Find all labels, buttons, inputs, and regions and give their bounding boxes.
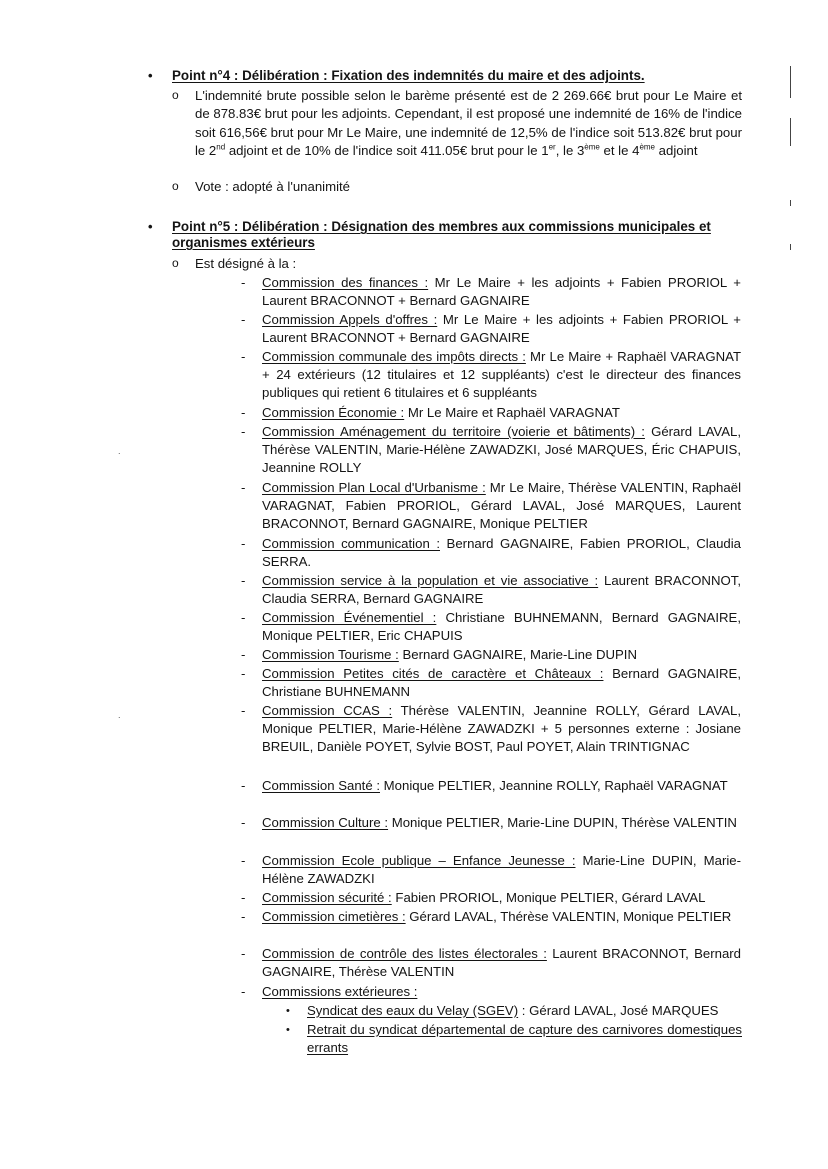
superscript: er [548,142,556,152]
external-members: : Gérard LAVAL, José MARQUES [518,1003,719,1018]
commission-members: Bernard GAGNAIRE, Christiane BUHNEMANN [262,666,741,700]
commission-members: Christiane BUHNEMANN, Bernard GAGNAIRE, Monique PELTIER, Eric CHAPUIS [262,610,741,644]
bullet-icon: • [286,1005,290,1017]
commission-item: - Commission service à la population et vie associative : Laurent BRACONNOT, Claudia SERRA, Bernard GAGNAIRE [241,573,741,607]
vote-text: Vote : adopté à l'unanimité [195,179,351,194]
commission-item: - Commission Appels d'offres : Mr Le Maire + les adjoints + Fabien PRORIOL + Laurent BRACONNOT + Bernard GAGNAIRE [241,312,742,346]
commission-item: - Commission communication : Bernard GAGNAIRE, Fabien PRORIOL, Claudia SERRA. [241,536,741,570]
commission-item: - Commission Santé : Monique PELTIER, Jeannine ROLLY, Raphaël VARAGNAT [241,778,728,793]
commission-members: Monique PELTIER, Jeannine ROLLY, Raphaël VARAGNAT [380,778,728,793]
commission-name: Commission Événementiel : [262,610,437,625]
commission-item: - Commission de contrôle des listes électorales : Laurent BRACONNOT, Bernard GAGNAIRE, Thérèse VALENTIN [241,946,741,980]
commission-members: Fabien PRORIOL, Monique PELTIER, Gérard LAVAL [391,890,706,905]
commission-item: - Commission Culture : Monique PELTIER, Marie-Line DUPIN, Thérèse VALENTIN [241,815,737,830]
scan-dots: . [118,446,122,456]
point5-heading-text: Point n°5 : Délibération : Désignation des membres aux commissions municipales et organismes extérieurs [172,219,711,250]
commission-members: Mr Le Maire + les adjoints + Fabien PRORIOL + Laurent BRACONNOT + Bernard GAGNAIRE [262,312,742,346]
commission-item: - Commission des finances : Mr Le Maire + les adjoints + Fabien PRORIOL + Laurent BRACONNOT + Bernard GAGNAIRE [241,275,741,309]
point4-body-part: adjoint [655,142,698,158]
commission-members: Thérèse VALENTIN, Jeannine ROLLY, Gérard LAVAL, Monique PELTIER, Marie-Hélène ZAWADZKI + 5 personnes externe : Josiane BREUIL, Danièle POYET, Sylvie BOST, Paul POYET, Alain TRINTIGNAC [262,703,741,755]
commission-name: Commission sécurité : [262,890,392,905]
commission-name: Commission Santé : [262,778,380,793]
commission-name: Commission service à la population et vie associative : [262,573,599,588]
point4-heading [148,68,746,84]
commission-item: - Commission Plan Local d'Urbanisme : Mr Le Maire, Thérèse VALENTIN, Raphaël VARAGNAT, Fabien PRORIOL, Gérard LAVAL, José MARQUES, Laurent BRACONNOT, Bernard GAGNAIRE, Monique PELTIER [241,480,741,532]
scan-dots: . [118,710,122,720]
intro-text: Est désigné à la : [195,256,297,271]
point5-heading [148,219,746,251]
commission-members: Bernard GAGNAIRE, Fabien PRORIOL, Claudia SERRA. [262,536,741,570]
commission-item: - Commission sécurité : Fabien PRORIOL, Monique PELTIER, Gérard LAVAL [241,890,706,905]
point4-body-part: et le 4 [599,142,640,158]
point5-intro [172,255,742,273]
superscript: ème [639,142,655,152]
circle-bullet-icon: o [172,256,179,270]
point4-body [172,87,742,160]
bullet-icon: • [286,1024,290,1036]
bullet-icon: • [148,219,153,234]
commission-item: - Commission Petites cités de caractère et Châteaux : Bernard GAGNAIRE, Christiane BUHNEMANN [241,666,741,700]
commission-item: - Commissions extérieures : [241,984,418,999]
external-item [286,1021,742,1057]
commission-name: Commission CCAS : [262,703,393,718]
commission-item: - Commission Aménagement du territoire (voierie et bâtiments) : Gérard LAVAL, Thérèse VALENTIN, Marie-Hélène ZAWADZKI, José MARQUES, Éric CHAPUIS, Jeannine ROLLY [241,424,742,476]
commission-item: - Commission Tourisme : Bernard GAGNAIRE, Marie-Line DUPIN [241,647,637,662]
commission-item: - Commission CCAS : Thérèse VALENTIN, Jeannine ROLLY, Gérard LAVAL, Monique PELTIER, Marie-Hélène ZAWADZKI + 5 personnes externe : Josiane BREUIL, Danièle POYET, Sylvie BOST, Paul POYET, Alain TRINTIGNAC [241,703,741,755]
point4-heading-text: Point n°4 : Délibération : Fixation des indemnités du maire et des adjoints. [172,68,645,83]
commission-item: - Commission Économie : Mr Le Maire et Raphaël VARAGNAT [241,405,620,420]
scan-margin-mark [790,200,791,206]
superscript: nd [216,142,226,152]
scan-margin-mark [790,66,791,98]
commission-item: - Commission communale des impôts directs : Mr Le Maire + Raphaël VARAGNAT + 24 extérieurs (12 titulaires et 12 suppléants) c'est le directeur des finances publiques qui retient 6 titulaires et 6 suppléants [241,349,741,401]
bullet-icon: • [148,68,153,83]
commission-name: Commissions extérieures : [262,984,418,999]
scan-margin-mark [790,118,791,146]
commission-members: Gérard LAVAL, Thérèse VALENTIN, Marie-Hélène ZAWADZKI, José MARQUES, Éric CHAPUIS, Jeannine ROLLY [262,424,742,476]
external-name: Retrait du syndicat départemental de capture des carnivores domestiques errants [307,1022,742,1056]
scan-margin-mark [790,244,791,250]
commission-members: Mr Le Maire, Thérèse VALENTIN, Raphaël VARAGNAT, Fabien PRORIOL, Gérard LAVAL, José MARQUES, Laurent BRACONNOT, Bernard GAGNAIRE, Monique PELTIER [262,480,741,532]
point4-vote [172,178,742,196]
point4-body-part: , le 3 [555,142,585,158]
external-name: Syndicat des eaux du Velay (SGEV) [307,1003,519,1018]
commission-item: - Commission cimetières : Gérard LAVAL, Thérèse VALENTIN, Monique PELTIER [241,909,732,924]
commission-name: Commission des finances : [262,275,429,290]
commission-members: Bernard GAGNAIRE, Marie-Line DUPIN [398,647,637,662]
commission-name: Commission communale des impôts directs : [262,349,526,364]
circle-bullet-icon: o [172,88,179,102]
commission-name: Commission Aménagement du territoire (voierie et bâtiments) : [262,424,645,439]
commission-name: Commission Appels d'offres : [262,312,438,327]
point4-body-part: L'indemnité brute possible selon le barème présenté est de 2 269.66€ brut pour Le Maire et de 878.83€ brut pour les adjoints. Cependant, il est proposé une indemnité de 16% de l'indice soit 616,56€ brut pour Mr Le Maire, une indemnité de 12,5% de l'indice soit 513.82€ brut pour le 2 [195,88,742,158]
commission-members: Mr Le Maire et Raphaël VARAGNAT [404,405,620,420]
commission-members: Marie-Line DUPIN, Marie-Hélène ZAWADZKI [262,853,741,887]
commission-name: Commission Petites cités de caractère et Châteaux : [262,666,604,681]
commission-item: - Commission Ecole publique – Enfance Jeunesse : Marie-Line DUPIN, Marie-Hélène ZAWADZKI [241,853,741,887]
commission-name: Commission Ecole publique – Enfance Jeunesse : [262,853,576,868]
commission-members: Gérard LAVAL, Thérèse VALENTIN, Monique PELTIER [405,909,732,924]
commission-name: Commission cimetières : [262,909,406,924]
commission-name: Commission Plan Local d'Urbanisme : [262,480,486,495]
commission-name: Commission Économie : [262,405,405,420]
commission-name: Commission Culture : [262,815,389,830]
commission-name: Commission de contrôle des listes électorales : [262,946,547,961]
commission-members: Monique PELTIER, Marie-Line DUPIN, Thérèse VALENTIN [388,815,737,830]
commission-members: Mr Le Maire + les adjoints + Fabien PRORIOL + Laurent BRACONNOT + Bernard GAGNAIRE [262,275,741,309]
superscript: ème [584,142,600,152]
commission-members: Laurent BRACONNOT, Bernard GAGNAIRE, Thérèse VALENTIN [262,946,741,980]
commission-members: Laurent BRACONNOT, Claudia SERRA, Bernard GAGNAIRE [262,573,741,607]
point4-body-part: adjoint et de 10% de l'indice soit 411.05€ brut pour le 1 [225,142,549,158]
external-item [286,1002,742,1020]
commission-name: Commission communication : [262,536,440,551]
commission-name: Commission Tourisme : [262,647,399,662]
circle-bullet-icon: o [172,179,179,193]
commission-item: - Commission Événementiel : Christiane BUHNEMANN, Bernard GAGNAIRE, Monique PELTIER, Eric CHAPUIS [241,610,741,644]
commission-members: Mr Le Maire + Raphaël VARAGNAT + 24 extérieurs (12 titulaires et 12 suppléants) c'est le directeur des finances publiques qui retient 6 titulaires et 6 suppléants [262,349,741,401]
